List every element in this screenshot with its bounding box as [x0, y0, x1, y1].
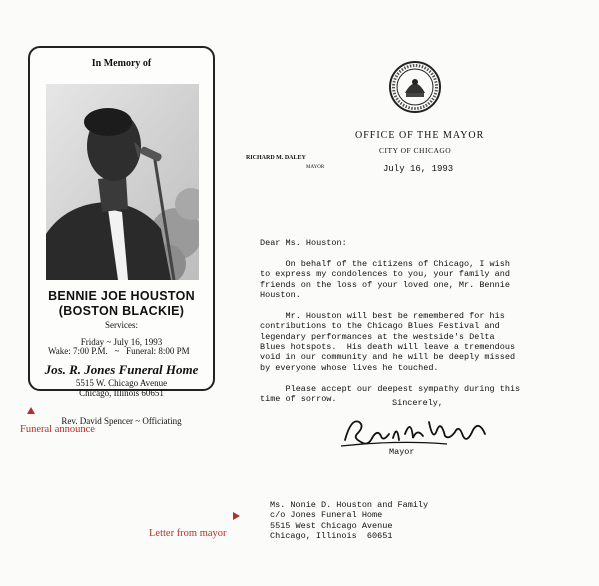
- card-service-date: Friday ~ July 16, 1993: [80, 337, 163, 347]
- card-funeral-time: Funeral: 8:00 PM: [126, 346, 190, 356]
- letter-date: July 16, 1993: [383, 164, 454, 174]
- caption-letter: Letter from mayor: [149, 528, 227, 539]
- letter-recipient-address: Ms. Nonie D. Houston and Family c/o Jones Funeral Home 5515 West Chicago Avenue Chicago, Illinois 60651: [270, 500, 429, 542]
- letter-sender-title: MAYOR: [306, 165, 325, 170]
- card-wake-time: Wake: 7:00 P.M.: [48, 346, 108, 356]
- letter-closing: Sincerely,: [392, 398, 444, 408]
- card-funeral-home: Jos. R. Jones Funeral Home: [44, 362, 199, 377]
- card-address-line2: Chicago, Illinois 60651: [79, 388, 164, 398]
- card-services-label: Services:: [105, 320, 138, 330]
- card-nickname: (BOSTON BLACKIE): [58, 304, 185, 318]
- memorial-photo: [46, 84, 199, 280]
- card-service-times: [48, 346, 190, 356]
- card-address-line1: 5515 W. Chicago Avenue: [75, 378, 168, 388]
- letter-signature-title: Mayor: [389, 447, 415, 457]
- mayor-signature: [337, 410, 497, 452]
- card-in-memory: In Memory of: [91, 58, 152, 69]
- letter-body: Dear Ms. Houston: On behalf of the citizens of Chicago, I wish to express my condolences to you, your family and friends on the loss of your loved one, Mr. Bennie Houston. Mr. Houston will best be remembered for his contributions to the Chicago Blues Festival and legendary performances at the westside's Delta Blues hotspots. His death will leave a tremendous void in our community and he will be deeply missed by everyone whose lives he touched. Please accept our deepest sympathy during this time of sorrow.: [260, 238, 521, 405]
- card-name: BENNIE JOE HOUSTON: [48, 289, 195, 303]
- caption-funeral: Funeral announce: [20, 424, 95, 435]
- card-officiant: Rev. David Spencer ~ Officiating: [61, 416, 182, 426]
- caption-arrow-right-icon: [233, 512, 240, 520]
- musician-photo-illustration: [46, 84, 199, 280]
- letter-city-heading: CITY OF CHICAGO: [379, 146, 452, 155]
- letter-sender-name: RICHARD M. DALEY: [246, 155, 306, 161]
- city-seal-icon: [388, 60, 442, 114]
- card-time-separator: ~: [114, 346, 120, 356]
- caption-arrow-up-icon: [27, 407, 35, 414]
- funeral-card: [28, 46, 215, 426]
- letter-office-heading: OFFICE OF THE MAYOR: [355, 130, 485, 141]
